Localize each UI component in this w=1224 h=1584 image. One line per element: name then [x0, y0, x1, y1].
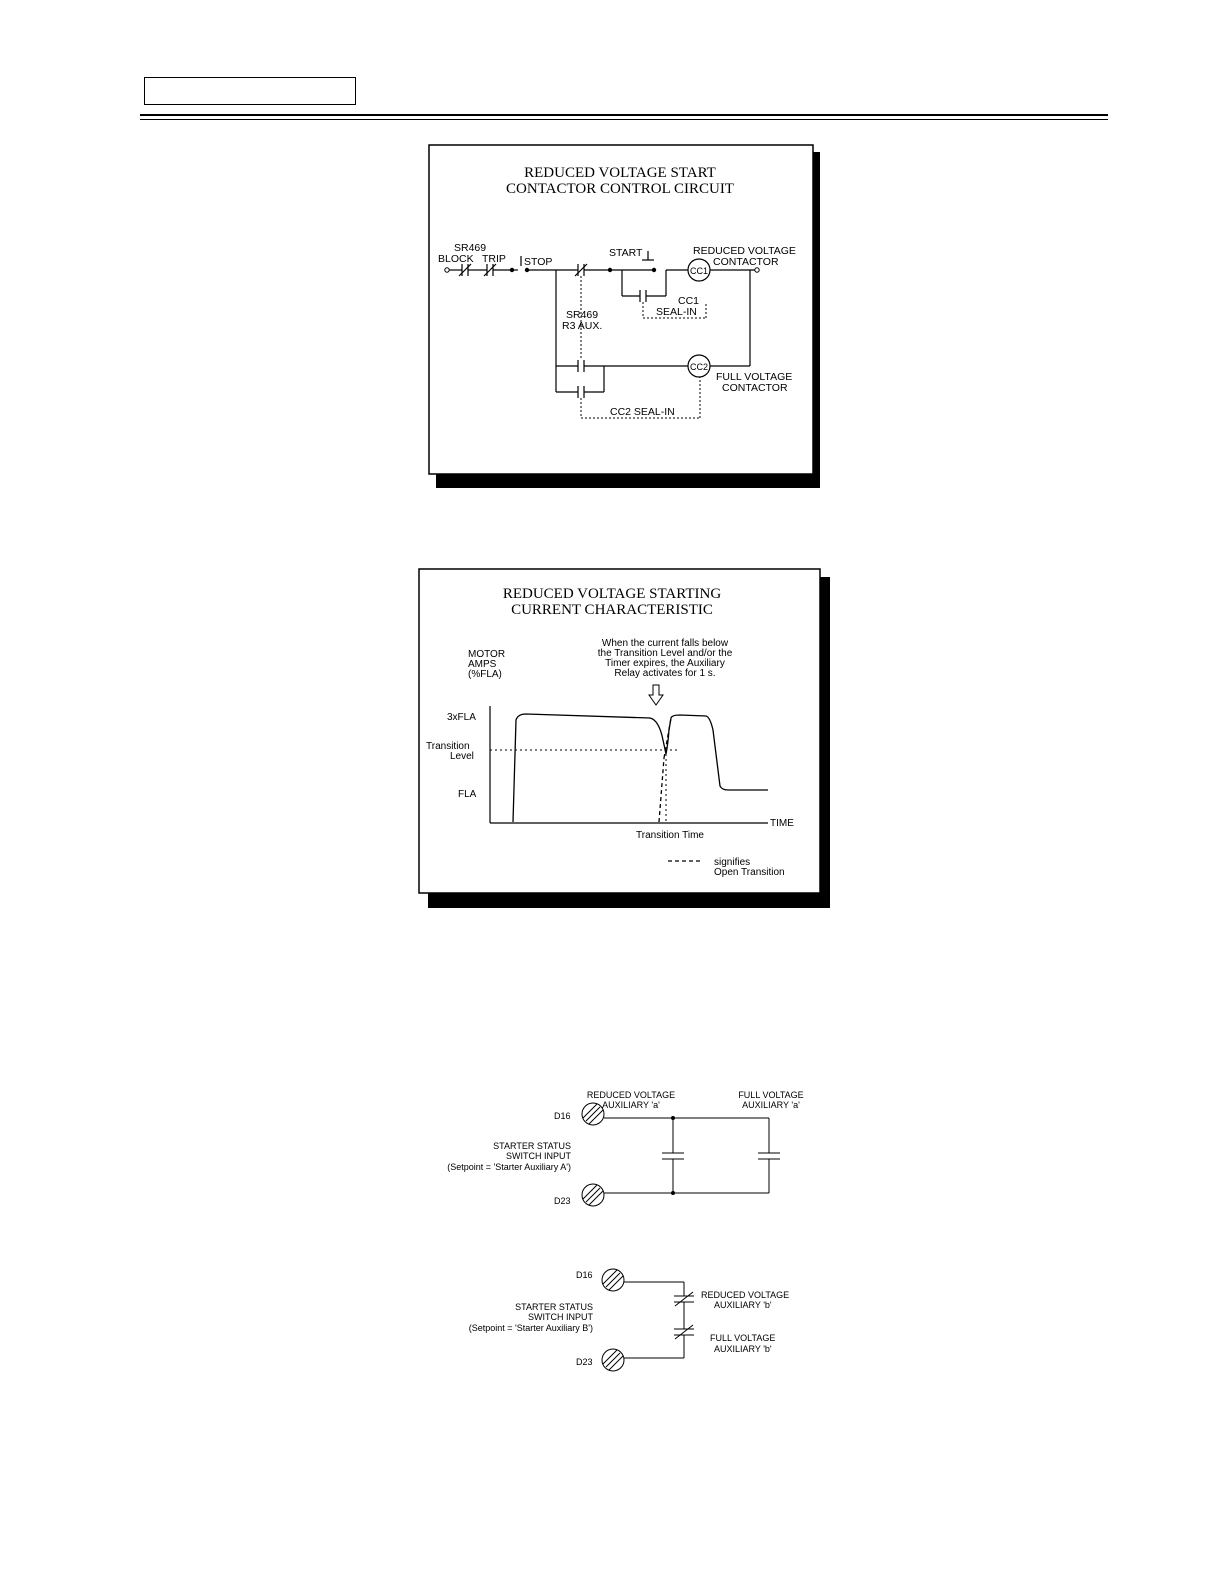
- input-label-line2: SWITCH INPUT: [528, 1312, 593, 1322]
- label-rv-contactor-line2: CONTACTOR: [713, 256, 779, 268]
- input-label-line2: SWITCH INPUT: [506, 1151, 571, 1161]
- x-axis-label: TIME: [770, 818, 794, 829]
- figure-title-line2: CURRENT CHARACTERISTIC: [511, 602, 713, 618]
- rv-aux-a-line2: AUXILIARY 'a': [602, 1100, 660, 1110]
- note-line2: the Transition Level and/or the: [597, 648, 733, 659]
- label-fv-contactor-line2: CONTACTOR: [722, 382, 788, 394]
- fv-aux-a-line2: AUXILIARY 'a': [742, 1100, 800, 1110]
- figure-contactor-control-circuit: [428, 144, 828, 496]
- y-label-line3: (%FLA): [468, 669, 502, 680]
- input-label-line1: STARTER STATUS: [515, 1302, 593, 1312]
- input-label-line1: STARTER STATUS: [493, 1141, 571, 1151]
- fv-aux-b-line2: AUXILIARY 'b': [714, 1344, 772, 1354]
- header-label-box: [144, 77, 356, 105]
- y-label-line1: MOTOR: [468, 649, 506, 660]
- tick-3xfla: 3xFLA: [447, 712, 476, 723]
- current-characteristic-diagram: [418, 568, 832, 910]
- figure-starting-current: [418, 568, 832, 910]
- terminal-d23-label: D23: [576, 1357, 593, 1367]
- label-cc2-coil: CC2: [689, 362, 709, 372]
- terminal-d16-label: D16: [576, 1270, 593, 1280]
- input-label-line3: (Setpoint = 'Starter Auxiliary A'): [447, 1162, 571, 1172]
- label-rv-contactor-line1: REDUCED VOLTAGE: [693, 245, 796, 257]
- fv-aux-b-line1: FULL VOLTAGE: [710, 1333, 776, 1343]
- rv-aux-a-line1: REDUCED VOLTAGE: [586, 1090, 676, 1100]
- label-sr469-aux-line1: SR469: [566, 309, 599, 321]
- y-label-line2: AMPS: [468, 659, 497, 670]
- figure-auxiliary-b-wiring: [460, 1262, 800, 1382]
- terminal-d16-label: D16: [554, 1111, 571, 1121]
- label-stop: STOP: [524, 256, 553, 268]
- label-cc2-seal: CC2 SEAL-IN: [610, 406, 675, 418]
- note-line1: When the current falls below: [601, 638, 729, 649]
- figure-auxiliary-a-wiring: [440, 1086, 820, 1216]
- wiring: [602, 1269, 694, 1371]
- fv-aux-a-line1: FULL VOLTAGE: [738, 1090, 804, 1100]
- figure-title-line1: REDUCED VOLTAGE START: [524, 165, 716, 181]
- circuit-diagram: [428, 144, 828, 496]
- transition-time-label: Transition Time: [636, 830, 704, 841]
- header-rule-thin: [140, 119, 1108, 120]
- wiring: [582, 1103, 780, 1206]
- figure-title-line1: REDUCED VOLTAGE STARTING: [502, 586, 722, 602]
- header-rule: [140, 114, 1108, 116]
- label-sr469-aux-line2: R3 AUX.: [562, 320, 603, 332]
- legend-line1: signifies: [714, 857, 751, 868]
- tick-transition-line1: Transition: [426, 741, 470, 752]
- auxiliary-b-diagram: [460, 1262, 800, 1382]
- rv-aux-b-line2: AUXILIARY 'b': [714, 1300, 772, 1310]
- label-trip: TRIP: [482, 253, 506, 265]
- figure-title-line2: CONTACTOR CONTROL CIRCUIT: [506, 181, 734, 197]
- terminal-d23-label: D23: [554, 1196, 571, 1206]
- label-block: BLOCK: [438, 253, 474, 265]
- input-label-line3: (Setpoint = 'Starter Auxiliary B'): [468, 1323, 593, 1333]
- label-cc1-seal-line1: CC1: [678, 295, 700, 307]
- label-cc1-coil: CC1: [689, 266, 709, 276]
- note-line4: Relay activates for 1 s.: [614, 668, 716, 679]
- legend-line2: Open Transition: [714, 867, 785, 878]
- label-sr469-top: SR469: [454, 242, 487, 254]
- tick-transition-line2: Level: [450, 751, 474, 762]
- label-cc1-seal-line2: SEAL-IN: [656, 306, 697, 318]
- label-fv-contactor-line1: FULL VOLTAGE: [716, 371, 793, 383]
- auxiliary-a-diagram: [440, 1086, 820, 1216]
- note-line3: Timer expires, the Auxiliary: [605, 658, 725, 669]
- rv-aux-b-line1: REDUCED VOLTAGE: [701, 1290, 790, 1300]
- label-start: START: [609, 247, 643, 259]
- tick-fla: FLA: [458, 789, 477, 800]
